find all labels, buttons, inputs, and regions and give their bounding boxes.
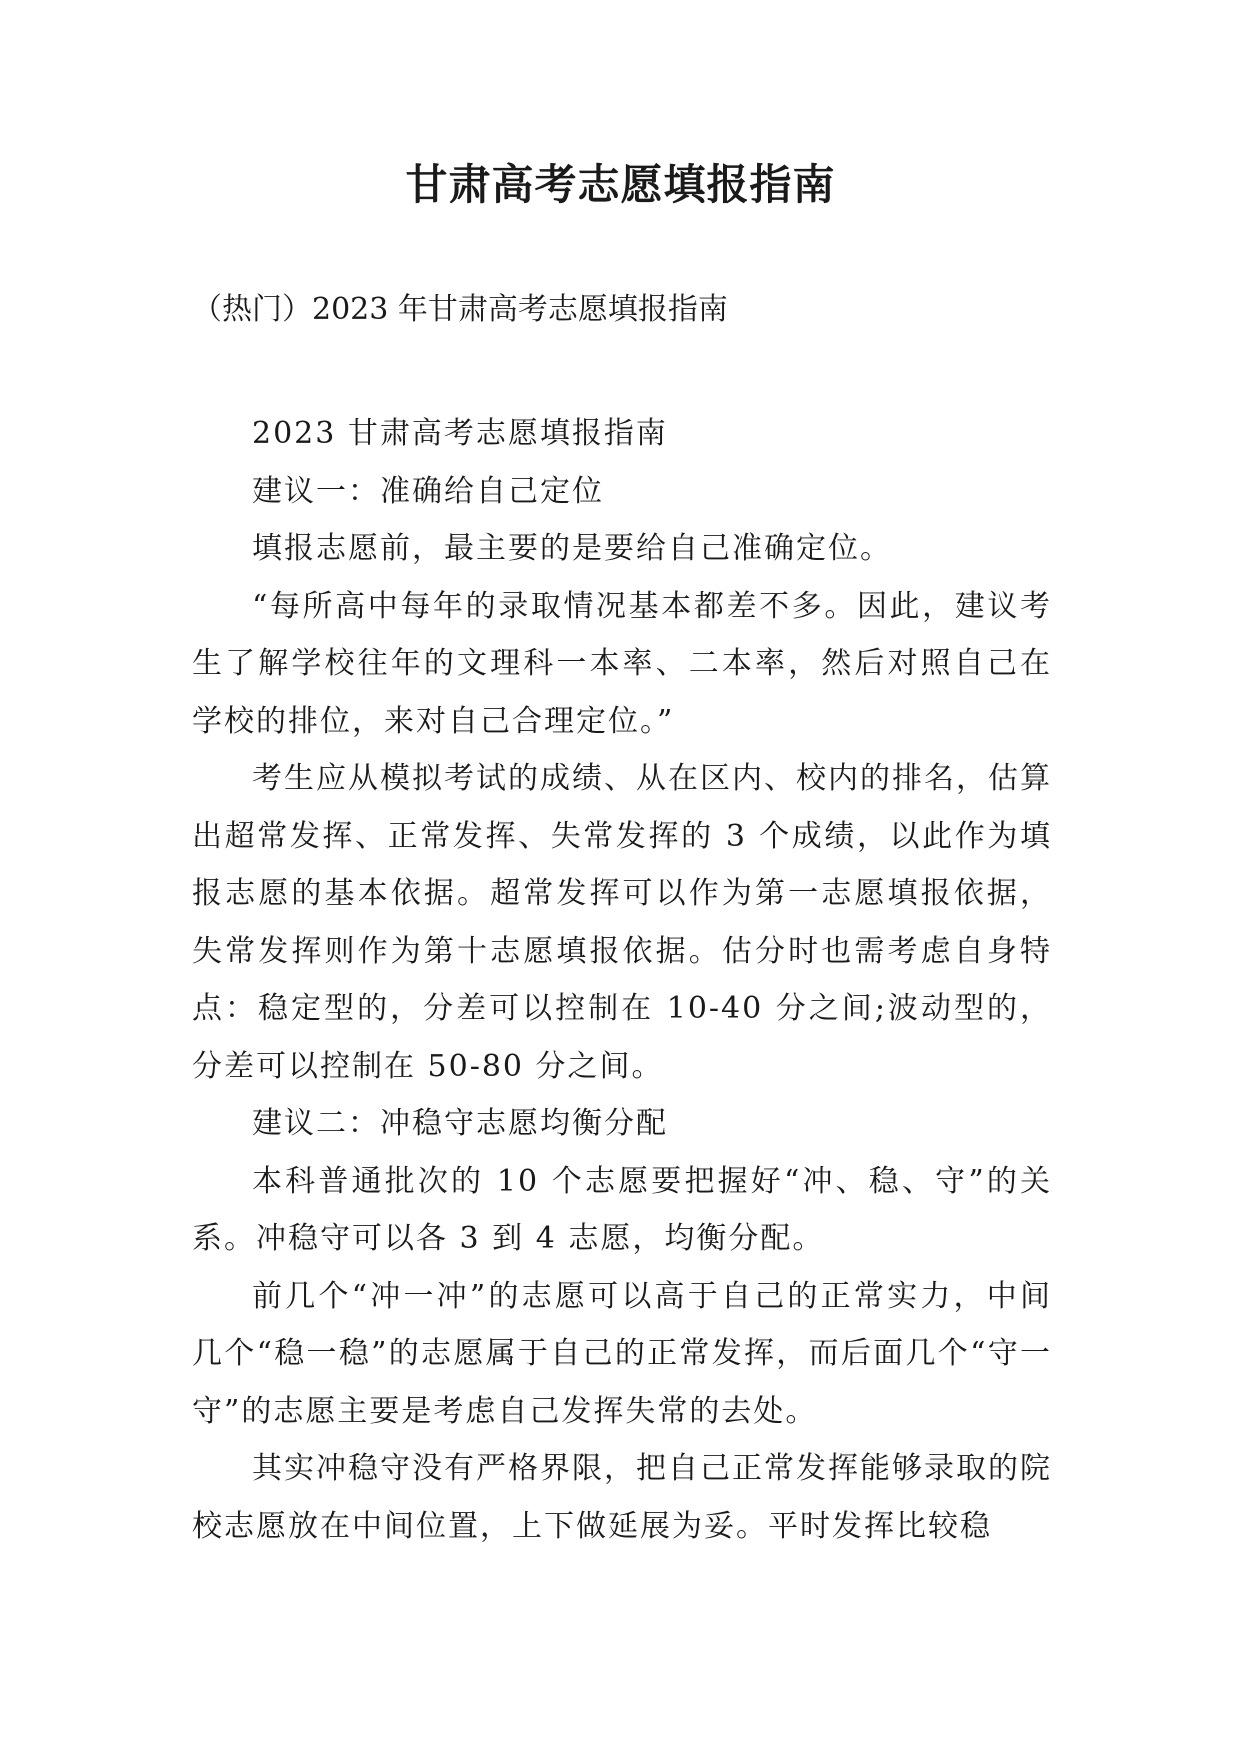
paragraph: 填报志愿前，最主要的是要给自己准确定位。 [252, 531, 892, 566]
paragraph: 前几个“冲一冲”的志愿可以高于自己的正常实力，中间几个“稳一稳”的志愿属于自己的正常发挥，而后面几个“守一守”的志愿主要是考虑自己发挥失常的去处。 [192, 1278, 1052, 1429]
paragraph-quote: “每所高中每年的录取情况基本都差不多。因此，建议考生了解学校往年的文理科一本率、二本率，然后对照自己在学校的排位，来对自己合理定位。” [192, 588, 1052, 739]
body-heading: 2023 甘肃高考志愿填报指南 [252, 416, 668, 451]
section-heading-2: 建议二：冲稳守志愿均衡分配 [252, 1106, 668, 1141]
document-subtitle: （热门）2023 年甘肃高考志愿填报指南 [192, 292, 728, 327]
document-body [192, 405, 1052, 1555]
document-title: 甘肃高考志愿填报指南 [405, 160, 836, 209]
section-heading-1: 建议一：准确给自己定位 [252, 473, 604, 509]
paragraph: 考生应从模拟考试的成绩、从在区内、校内的排名，估算出超常发挥、正常发挥、失常发挥的 3 个成绩，以此作为填报志愿的基本依据。超常发挥可以作为第一志愿填报依据，失常发挥则作为第十志愿填报依据。估分时也需考虑自身特点：稳定型的，分差可以控制在 10-40 分之间;波动型的，分差可以控制在 50-80 分之间。 [192, 761, 1052, 1084]
paragraph: 本科普通批次的 10 个志愿要把握好“冲、稳、守”的关系。冲稳守可以各 3 到 4 志愿，均衡分配。 [192, 1163, 1052, 1256]
paragraph: 其实冲稳守没有严格界限，把自己正常发挥能够录取的院校志愿放在中间位置，上下做延展为妥。平时发挥比较稳 [192, 1451, 1052, 1544]
